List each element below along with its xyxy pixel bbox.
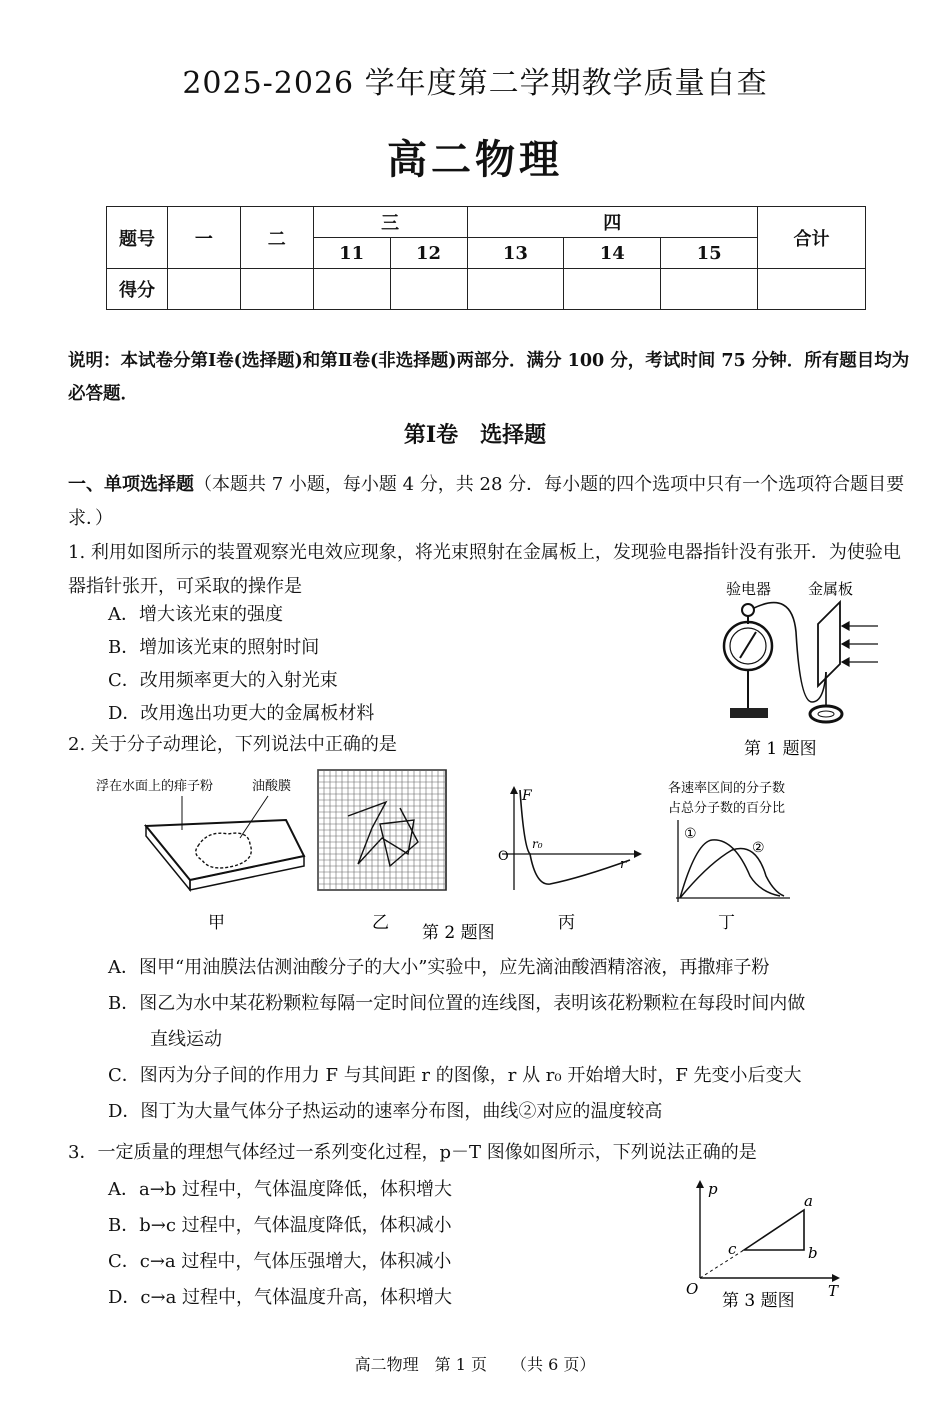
part1-heading [68, 468, 913, 536]
ding-curve1-label: ① [684, 826, 697, 842]
col-part2: 二 [240, 207, 313, 269]
part1-desc: （本题共 7 小题，每小题 4 分，共 28 分．每小题的四个选项中只有一个选项符合题目要求．） [68, 474, 905, 529]
q3-option-d: D．c→a 过程中，气体温度升高，体积增大 [108, 1287, 453, 1308]
col-q14: 14 [564, 238, 661, 269]
curve-1 [680, 840, 780, 898]
light-beam-arrows [842, 622, 878, 666]
q1-option-a: A．增大该光束的强度 [108, 604, 283, 625]
q3-stem: 3．一定质量的理想气体经过一系列变化过程，p－T 图像如图所示，下列说法正确的是 [68, 1142, 757, 1163]
q1-caption: 第 1 题图 [744, 739, 817, 759]
fig-ding [668, 780, 790, 933]
q2-figure [90, 768, 820, 946]
q2-option-b: B．图乙为水中某花粉颗粒每隔一定时间位置的连线图，表明该花粉颗粒在每段时间内做 [108, 993, 806, 1014]
q3-caption: 第 3 题图 [722, 1291, 795, 1311]
bing-r0: r₀ [532, 837, 543, 851]
process-triangle [744, 1210, 804, 1250]
q2-option-d: D．图丁为大量气体分子热运动的速率分布图，曲线②对应的温度较高 [108, 1101, 663, 1122]
col-q13: 13 [467, 238, 564, 269]
col-total: 合计 [758, 207, 866, 269]
q3-figure [680, 1174, 850, 1314]
col-part3: 三 [313, 207, 467, 238]
score-cell [240, 269, 313, 310]
axis-label-p: p [708, 1180, 718, 1198]
ding-title-1: 各速率区间的分子数 [668, 781, 786, 796]
jia-label-film: 油酸膜 [252, 779, 292, 794]
axis-label-T: T [828, 1282, 839, 1300]
fig-label-bing: 丙 [558, 913, 575, 933]
fig-label-yi: 乙 [372, 913, 389, 933]
fig-label-jia: 甲 [208, 913, 225, 933]
q2-caption: 第 2 题图 [422, 923, 495, 943]
electroscope-knob [742, 604, 754, 616]
exam-title: 2025-2026 学年度第二学期教学质量自查 [182, 66, 768, 101]
bing-axis-F: F [522, 788, 532, 804]
q2-option-b-cont: 直线运动 [150, 1029, 222, 1050]
fig-yi [318, 770, 446, 933]
jia-label-powder: 浮在水面上的痱子粉 [96, 779, 214, 794]
fig-jia [96, 778, 304, 933]
metal-plate-label: 金属板 [808, 580, 854, 598]
q2-stem: 2. 关于分子动理论，下列说法中正确的是 [68, 734, 397, 755]
origin-label: O [686, 1280, 699, 1298]
score-cell [390, 269, 467, 310]
score-cell [467, 269, 564, 310]
electroscope-base [730, 708, 768, 718]
q2-option-a: A．图甲“用油膜法估测油酸分子的大小”实验中，应先滴油酸酒精溶液，再撒痱子粉 [108, 957, 770, 978]
score-cell [758, 269, 866, 310]
q1-option-c: C．改用频率更大的入射光束 [108, 670, 338, 691]
q1-option-d: D．改用逸出功更大的金属板材料 [108, 703, 375, 724]
instructions: 说明：本试卷分第Ⅰ卷(选择题)和第Ⅱ卷(非选择题)两部分．满分 100 分，考试时间 75 分钟．所有题目均为必答题． [68, 351, 910, 404]
page-footer: 高二物理 第 1 页 （共 6 页） [354, 1355, 596, 1374]
score-cell [564, 269, 661, 310]
bing-axis-r: r [620, 857, 627, 872]
score-table [106, 206, 866, 310]
q1-stem: 1. 利用如图所示的装置观察光电效应现象，将光束照射在金属板上，发现验电器指针没有张开．为使验电器指针张开，可采取的操作是 [68, 542, 901, 597]
point-b: b [808, 1244, 818, 1262]
col-q12: 12 [390, 238, 467, 269]
point-a: a [804, 1192, 813, 1210]
q1-options [108, 598, 374, 730]
bing-origin: O [498, 849, 509, 864]
ground-ring [810, 706, 842, 722]
ding-curve2-label: ② [752, 840, 765, 856]
q3-option-c: C．c→a 过程中，气体压强增大，体积减小 [108, 1251, 452, 1272]
q3-option-b: B．b→c 过程中，气体温度降低，体积减小 [108, 1215, 452, 1236]
fig-label-ding: 丁 [718, 913, 735, 933]
electroscope-label: 验电器 [726, 580, 772, 598]
part1-title: 一、单项选择题 [68, 474, 194, 495]
ding-title-2: 占总分子数的百分比 [668, 801, 786, 816]
subject-title: 高二物理 [387, 136, 563, 183]
score-label: 得分 [107, 269, 168, 310]
col-part1: 一 [167, 207, 240, 269]
q3-options [108, 1172, 452, 1316]
col-part4: 四 [467, 207, 758, 238]
score-cell [313, 269, 390, 310]
q2-option-c: C．图丙为分子间的作用力 F 与其间距 r 的图像，r 从 r₀ 开始增大时，F 先变小后变大 [108, 1065, 802, 1086]
oil-film [196, 833, 252, 868]
point-c: c [728, 1240, 737, 1258]
section-title: 第Ⅰ卷 选择题 [403, 422, 547, 448]
score-cell [661, 269, 758, 310]
col-q15: 15 [661, 238, 758, 269]
col-q11: 11 [313, 238, 390, 269]
fig-bing [498, 786, 642, 933]
q1-option-b: B．增加该光束的照射时间 [108, 637, 320, 658]
electroscope-needle [740, 632, 756, 658]
pollen-trajectory [348, 802, 418, 866]
q2-options [108, 950, 908, 1130]
metal-plate [818, 602, 840, 686]
question-number-label: 题号 [107, 207, 168, 269]
score-cell [167, 269, 240, 310]
q3-option-a: A．a→b 过程中，气体温度降低，体积增大 [108, 1179, 453, 1200]
